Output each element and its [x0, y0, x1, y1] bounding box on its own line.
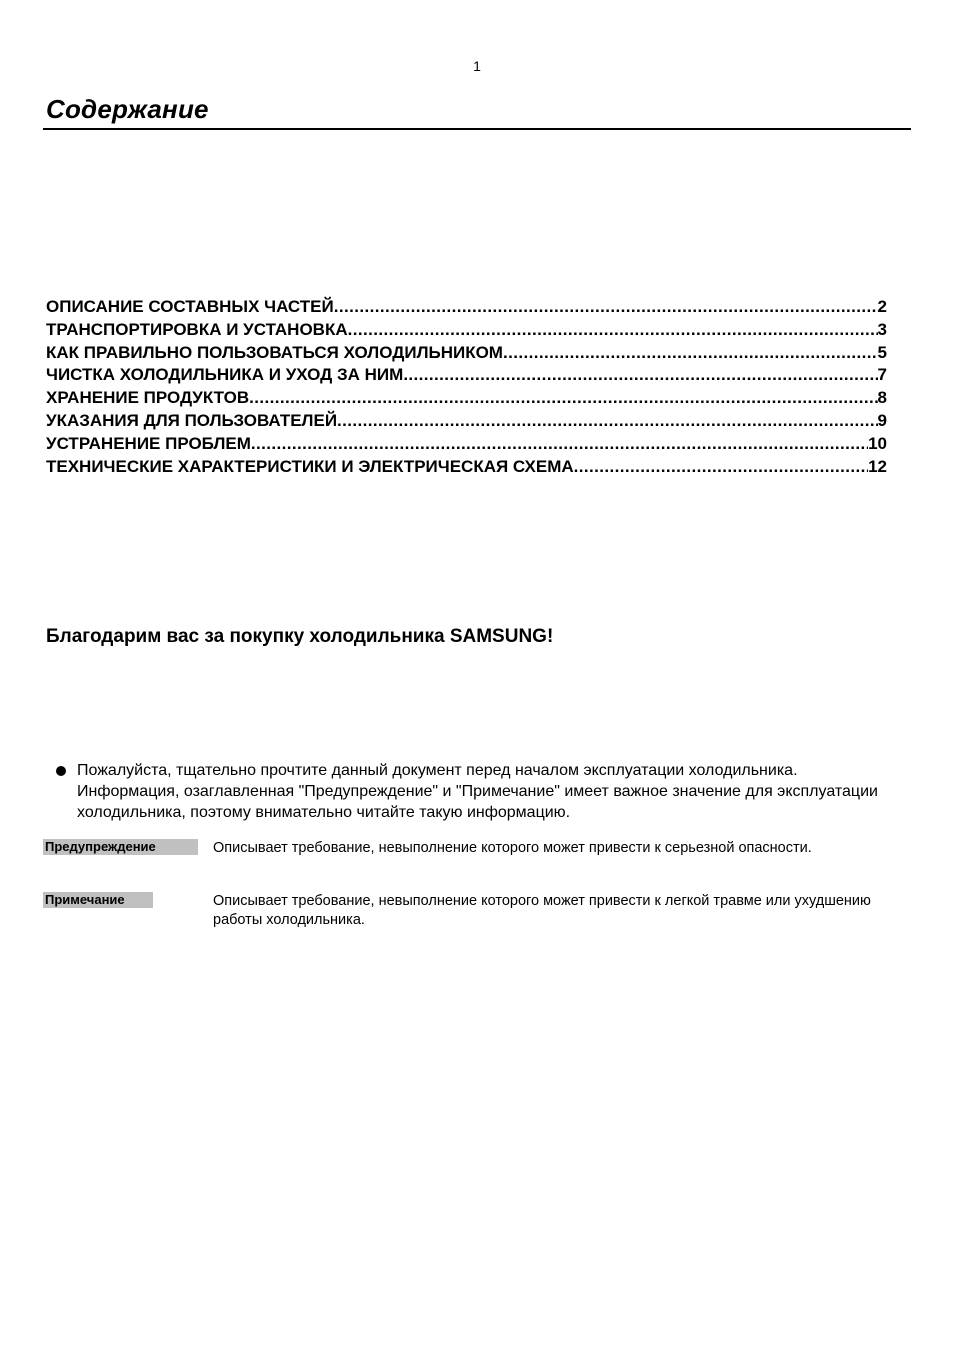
toc-entry-page: 9 [877, 410, 887, 430]
intro-bullet [56, 760, 896, 823]
page-number: 1 [473, 58, 481, 74]
toc-entry-title: ТРАНСПОРТИРОВКА И УСТАНОВКА [46, 319, 348, 339]
table-of-contents [46, 296, 887, 478]
toc-dot-leader [251, 433, 868, 456]
toc-entry-page: 2 [877, 297, 887, 316]
bullet-icon [56, 766, 66, 776]
toc-entry-page: 12 [868, 456, 887, 476]
toc-entry[interactable] [46, 364, 887, 387]
thanks-heading: Благодарим вас за покупку холодильника SAMSUNG! [46, 626, 554, 647]
toc-entry-title: УСТРАНЕНИЕ ПРОБЛЕМ [46, 433, 251, 453]
toc-entry-title: ЧИСТКА ХОЛОДИЛЬНИКА И УХОД ЗА НИМ [46, 365, 404, 385]
toc-entry-title: ТЕХНИЧЕСКИЕ ХАРАКТЕРИСТИКИ И ЭЛЕКТРИЧЕСКАЯ СХЕМА [46, 456, 574, 476]
page-title: Содержание [46, 94, 209, 124]
title-underline [43, 128, 911, 130]
warning-description: Описывает требование, невыполнение которого может привести к серьезной опасности. [213, 840, 812, 856]
toc-entry[interactable] [46, 296, 887, 319]
toc-dot-leader [403, 364, 877, 387]
toc-entry-page: 8 [877, 388, 887, 408]
toc-dot-leader [334, 296, 878, 319]
toc-dot-leader [249, 387, 877, 410]
toc-entry-page: 10 [868, 433, 887, 453]
toc-entry-page: 3 [877, 319, 887, 339]
toc-entry-page: 5 [877, 342, 887, 362]
toc-entry[interactable] [46, 433, 887, 456]
note-description: Описывает требование, невыполнение которого может привести к легкой травме или ухудшению работы холодильника. [213, 893, 871, 928]
toc-entry-title: КАК ПРАВИЛЬНО ПОЛЬЗОВАТЬСЯ ХОЛОДИЛЬНИКОМ [46, 342, 503, 362]
toc-entry-title: ХРАНЕНИЕ ПРОДУКТОВ [46, 388, 250, 408]
toc-dot-leader [348, 319, 878, 342]
toc-entry[interactable] [46, 456, 887, 479]
toc-dot-leader [574, 456, 868, 479]
toc-entry-title: УКАЗАНИЯ ДЛЯ ПОЛЬЗОВАТЕЛЕЙ [46, 410, 338, 430]
toc-entry-title: ОПИСАНИЕ СОСТАВНЫХ ЧАСТЕЙ [46, 297, 334, 316]
toc-dot-leader [337, 410, 877, 433]
toc-dot-leader [503, 342, 878, 365]
toc-entry-page: 7 [877, 365, 887, 385]
toc-entry[interactable] [46, 387, 887, 410]
warning-label: Предупреждение [43, 839, 198, 855]
intro-text: Пожалуйста, тщательно прочтите данный документ перед началом эксплуатации холодильника. Информация, озаглавленная "Предупреждение" и "Примечание" имеет важное значение для эксплуатации холодильника, поэтому внимательно читайте такую информацию. [77, 762, 878, 821]
toc-entry[interactable] [46, 410, 887, 433]
toc-entry[interactable] [46, 342, 887, 365]
note-label: Примечание [43, 892, 153, 908]
toc-entry[interactable] [46, 319, 887, 342]
